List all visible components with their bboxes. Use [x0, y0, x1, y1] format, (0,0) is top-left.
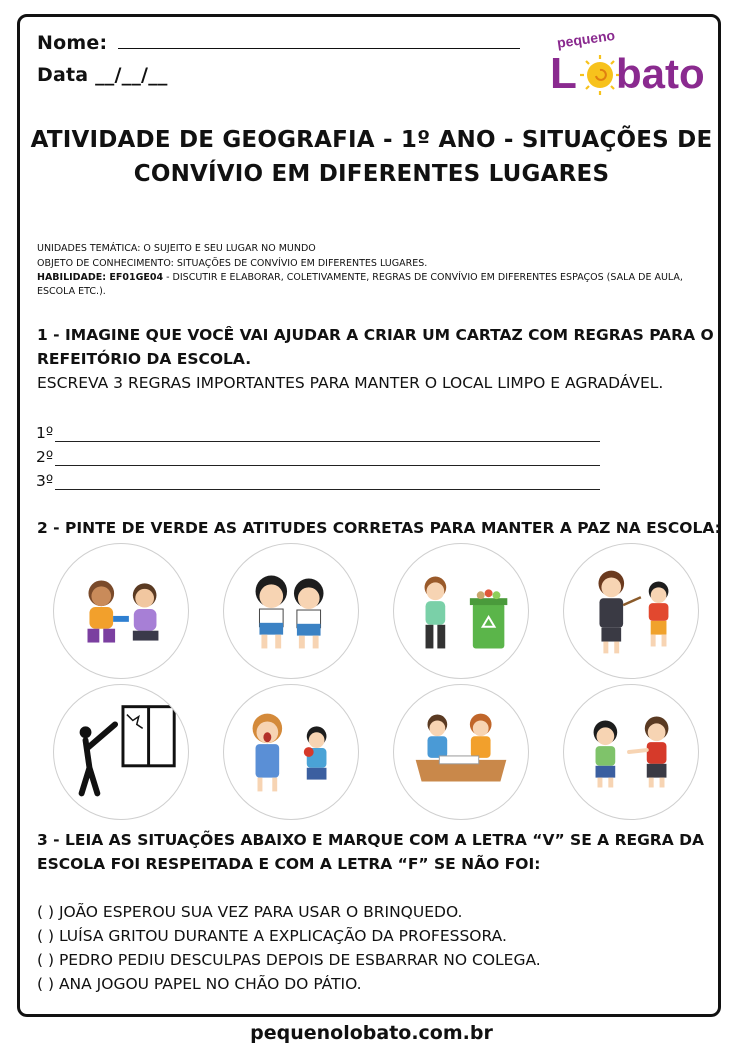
meta-unit: UNIDADES TEMÁTICA: O SUJEITO E SEU LUGAR NO MUNDO	[37, 243, 316, 254]
teacher-scolding-scene-circle[interactable]	[563, 543, 699, 679]
q1-instruction: ESCREVA 3 REGRAS IMPORTANTES PARA MANTER O LOCAL LIMPO E AGRADÁVEL.	[37, 374, 664, 392]
q3-item-2[interactable]: ( ) LUÍSA GRITOU DURANTE A EXPLICAÇÃO DA PROFESSORA.	[37, 927, 507, 945]
answer-line-3[interactable]	[36, 468, 600, 490]
pequeno-lobato-logo	[548, 26, 720, 102]
recycling-scene-circle[interactable]	[393, 543, 529, 679]
q3-line-1: 3 - LEIA AS SITUAÇÕES ABAIXO E MARQUE COM A LETRA “V” SE A REGRA DA	[37, 831, 704, 849]
answer-number: 3º	[36, 472, 54, 490]
answer-number: 1º	[36, 424, 54, 442]
title-line-2: CONVÍVIO EM DIFERENTES LUGARES	[133, 161, 610, 187]
studying-together-scene-circle[interactable]	[393, 684, 529, 820]
q2-text: 2 - PINTE DE VERDE AS ATITUDES CORRETAS PARA MANTER A PAZ NA ESCOLA:	[37, 519, 721, 537]
meta-skill-text-2: ESCOLA ETC.).	[37, 286, 106, 297]
name-field[interactable]	[37, 32, 520, 54]
meta-skill-label: HABILIDADE: EF01GE04	[37, 272, 164, 283]
sharing-scene-circle[interactable]	[53, 543, 189, 679]
title-line-1: ATIVIDADE DE GEOGRAFIA - 1º ANO - SITUAÇÕES DE	[30, 127, 713, 153]
sun-icon	[580, 55, 620, 95]
answer-line-1[interactable]	[36, 420, 600, 442]
name-label: Nome:	[37, 32, 108, 54]
q3-line-2: ESCOLA FOI RESPEITADA E COM A LETRA “F” SE NÃO FOI:	[37, 855, 541, 873]
meta-skill	[37, 271, 717, 284]
bullying-scene-circle[interactable]	[563, 684, 699, 820]
page-title	[30, 123, 713, 191]
footer-url[interactable]: pequenolobato.com.br	[250, 1022, 493, 1044]
q1-line-1: 1 - IMAGINE QUE VOCÊ VAI AJUDAR A CRIAR UM CARTAZ COM REGRAS PARA O	[37, 326, 714, 344]
svg-text:bato: bato	[616, 50, 705, 97]
svg-text:pequeno: pequeno	[555, 26, 616, 51]
q3-item-4[interactable]: ( ) ANA JOGOU PAPEL NO CHÃO DO PÁTIO.	[37, 975, 362, 993]
answer-line-2[interactable]	[36, 444, 600, 466]
q3-item-1[interactable]: ( ) JOÃO ESPEROU SUA VEZ PARA USAR O BRINQUEDO.	[37, 903, 463, 921]
yelling-scene-circle[interactable]	[223, 684, 359, 820]
q3-item-3[interactable]: ( ) PEDRO PEDIU DESCULPAS DEPOIS DE ESBARRAR NO COLEGA.	[37, 951, 541, 969]
q1-line-2: REFEITÓRIO DA ESCOLA.	[37, 350, 252, 368]
fighting-scene-circle[interactable]	[223, 543, 359, 679]
name-line[interactable]	[118, 34, 520, 49]
meta-skill-text: - DISCUTIR E ELABORAR, COLETIVAMENTE, REGRAS DE CONVÍVIO EM DIFERENTES ESPAÇOS (SALA DE AULA,	[163, 272, 683, 283]
breaking-window-scene-circle[interactable]	[53, 684, 189, 820]
meta-object: OBJETO DE CONHECIMENTO: SITUAÇÕES DE CONVÍVIO EM DIFERENTES LUGARES.	[37, 258, 428, 269]
svg-text:L: L	[550, 49, 577, 98]
date-field[interactable]: Data __/__/__	[37, 64, 168, 86]
answer-number: 2º	[36, 448, 54, 466]
